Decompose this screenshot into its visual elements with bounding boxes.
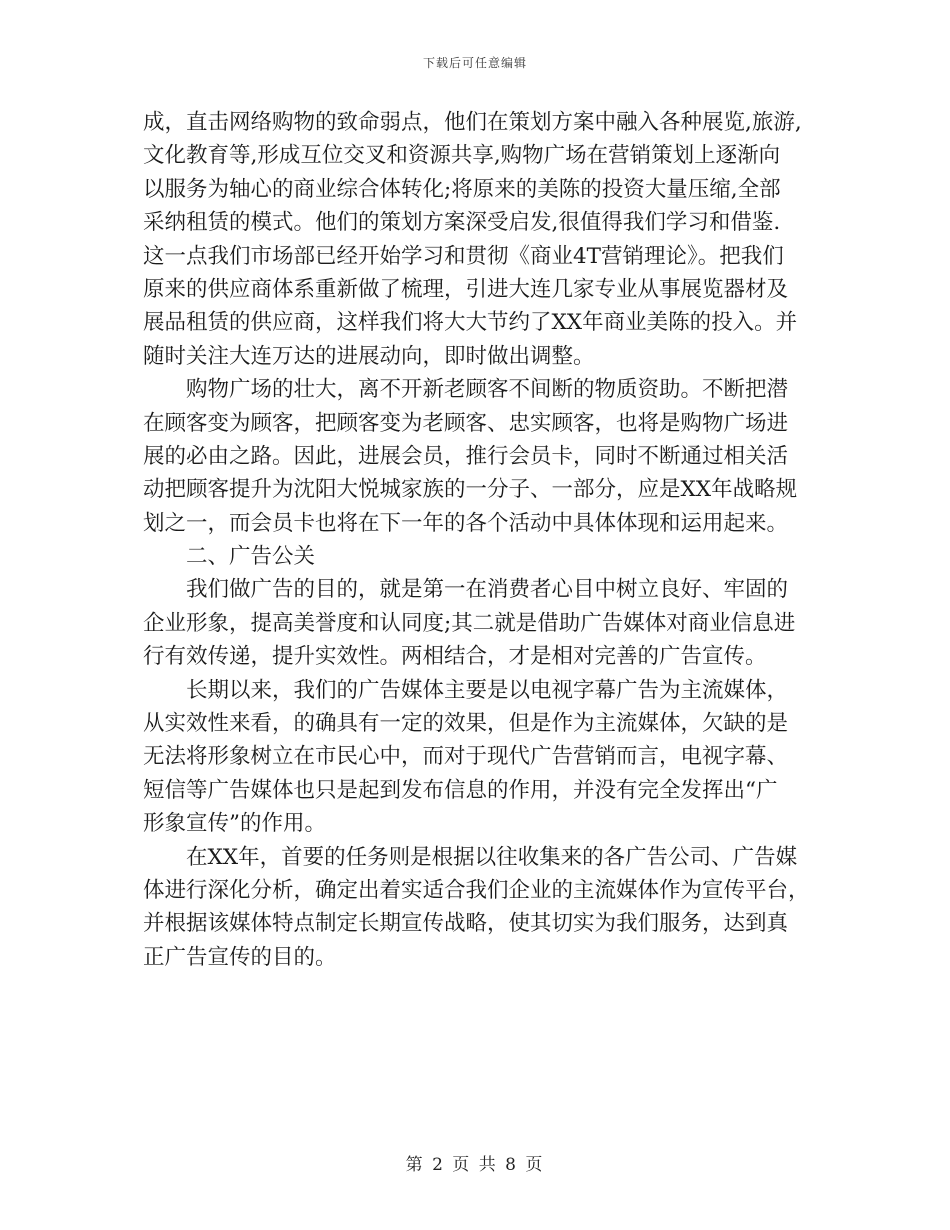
text-line: 展品租赁的供应商，这样我们将大大节约了XX年商业美陈的投入。并	[143, 310, 798, 336]
text-line: 正广告宣传的目的。	[143, 944, 337, 970]
header-note: 下载后可任意编辑	[422, 56, 527, 70]
text-line: 展的必由之路。因此，进展会员，推行会员卡，同时不断通过相关活	[143, 443, 789, 469]
text-line: 形象宣传”的作用。	[143, 811, 326, 837]
text-line: 在顾客变为顾客，把顾客变为老顾客、忠实顾客，也将是购物广场进	[143, 410, 789, 436]
text-line: 这一点我们市场部已经开始学习和贯彻《商业4T营销理论》。把我们	[143, 243, 784, 269]
text-line: 并根据该媒体特点制定长期宣传战略，使其切实为我们服务，达到真	[143, 911, 789, 937]
text-line: 行有效传递，提升实效性。两相结合，才是相对完善的广告宣传。	[143, 644, 767, 670]
paragraph-start: 购物广场的壮大，离不开新老顾客不间断的物质资助。不断把潜	[186, 377, 789, 403]
text-line: 体进行深化分析，确定出着实适合我们企业的主流媒体作为宣传平台，	[143, 877, 810, 903]
page-number: 第 2 页 共 8 页	[405, 1155, 545, 1175]
text-line: 从实效性来看，的确具有一定的效果，但是作为主流媒体，欠缺的是	[143, 711, 789, 737]
paragraph-start: 长期以来，我们的广告媒体主要是以电视字幕广告为主流媒体，	[186, 677, 789, 703]
text-line: 短信等广告媒体也只是起到发布信息的作用，并没有完全发挥出“广	[143, 777, 778, 803]
text-line: 以服务为轴心的商业综合体转化;将原来的美陈的投资大量压缩,全部	[143, 176, 781, 202]
text-line: 无法将形象树立在市民心中，而对于现代广告营销而言，电视字幕、	[143, 744, 789, 770]
paragraph-start: 在XX年，首要的任务则是根据以往收集来的各广告公司、广告媒	[186, 844, 798, 870]
text-line: 成，直击网络购物的致命弱点，他们在策划方案中融入各种展览,旅游,	[143, 110, 802, 135]
document-body	[143, 106, 815, 974]
text-line: 动把顾客提升为沈阳大悦城家族的一分子、一部分，应是XX年战略规	[143, 477, 798, 503]
text-line: 原来的供应商体系重新做了梳理，引进大连几家专业从事展览器材及	[143, 276, 789, 302]
text-line: 文化教育等,形成互位交叉和资源共享,购物广场在营销策划上逐渐向	[143, 143, 781, 169]
section-heading: 二、广告公关	[186, 544, 316, 570]
paragraph-start: 我们做广告的目的，就是第一在消费者心目中树立良好、牢固的	[186, 577, 789, 603]
text-line: 企业形象，提高美誉度和认同度;其二就是借助广告媒体对商业信息进	[143, 610, 796, 636]
text-line: 随时关注大连万达的进展动向，即时做出调整。	[143, 343, 595, 369]
text-line: 划之一，而会员卡也将在下一年的各个活动中具体体现和运用起来。	[143, 510, 789, 536]
text-line: 采纳租赁的模式。他们的策划方案深受启发,很值得我们学习和借鉴.	[143, 210, 781, 236]
